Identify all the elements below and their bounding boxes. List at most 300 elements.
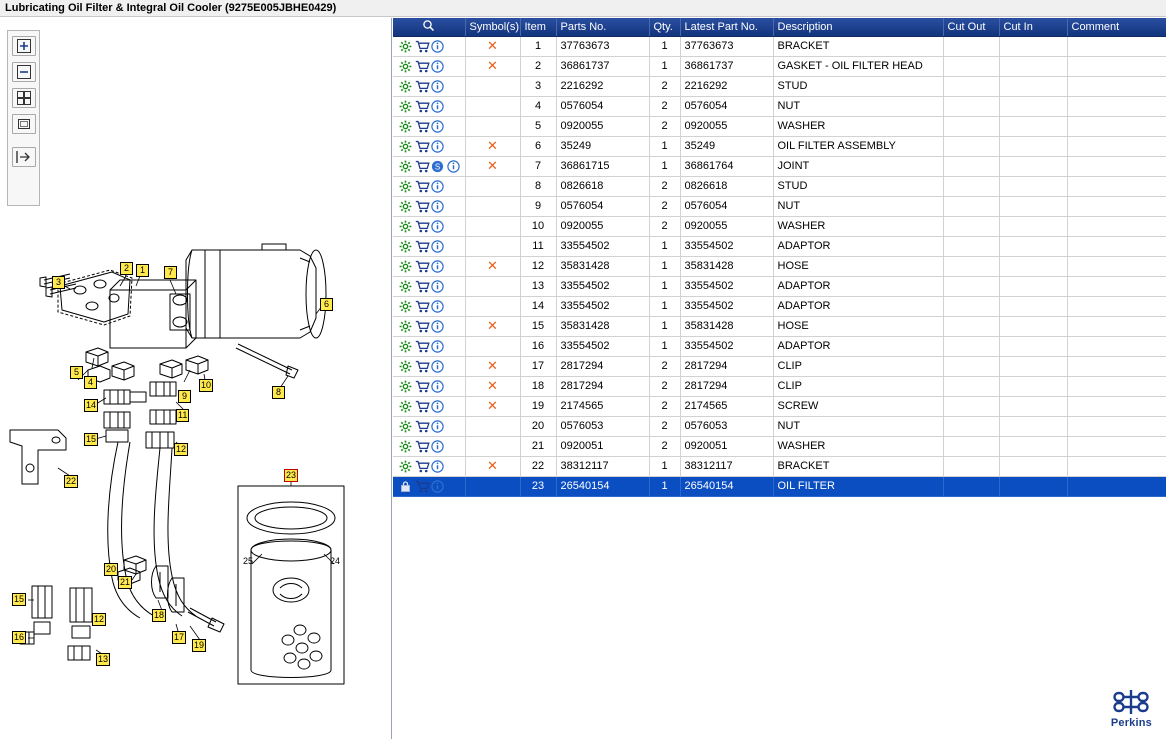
row-actions-cell[interactable]	[393, 176, 465, 196]
add-to-cart-icon[interactable]	[415, 140, 428, 153]
column-header-symbols[interactable]: Symbol(s)	[465, 18, 520, 36]
table-row[interactable]	[393, 236, 1166, 256]
parts_no-cell: 35831428	[556, 316, 649, 336]
symbol-cell	[465, 476, 520, 496]
item-cell: 11	[520, 236, 556, 256]
configure-icon[interactable]	[399, 360, 412, 373]
desc-cell: JOINT	[773, 156, 943, 176]
callout-13: 13	[98, 654, 109, 664]
add-to-cart-icon[interactable]	[415, 220, 428, 233]
cut_in-cell	[999, 456, 1067, 476]
brand-logo	[1111, 687, 1152, 729]
latest-cell: 35831428	[680, 316, 773, 336]
cut_in-cell	[999, 216, 1067, 236]
row-actions-cell[interactable]	[393, 236, 465, 256]
add-to-cart-icon[interactable]	[415, 100, 428, 113]
symbol-cell	[465, 96, 520, 116]
row-actions-cell[interactable]	[393, 36, 465, 56]
parts-table-pane[interactable]	[393, 18, 1166, 739]
callout-10: 10	[201, 380, 212, 390]
configure-icon[interactable]	[399, 80, 412, 93]
configure-icon[interactable]	[399, 460, 412, 473]
symbol-cell	[465, 236, 520, 256]
column-header-description[interactable]: Description	[773, 18, 943, 36]
info-icon[interactable]	[431, 240, 444, 253]
service-exchange-icon: ✕	[487, 38, 498, 54]
comment-cell	[1067, 376, 1166, 396]
row-actions-cell[interactable]	[393, 76, 465, 96]
add-to-cart-icon[interactable]	[415, 200, 428, 213]
column-header-comment[interactable]: Comment	[1067, 18, 1166, 36]
add-to-cart-icon[interactable]	[415, 380, 428, 393]
item-cell: 20	[520, 416, 556, 436]
cut_out-cell	[943, 296, 999, 316]
row-actions-cell[interactable]	[393, 476, 465, 496]
symbol-cell	[465, 336, 520, 356]
table-row[interactable]	[393, 216, 1166, 236]
row-actions-cell[interactable]	[393, 196, 465, 216]
symbol-cell	[465, 416, 520, 436]
service-exchange-icon: ✕	[487, 258, 498, 274]
table-row[interactable]	[393, 336, 1166, 356]
cut_in-cell	[999, 196, 1067, 216]
configure-icon[interactable]	[399, 180, 412, 193]
row-actions-cell[interactable]	[393, 356, 465, 376]
desc-cell: BRACKET	[773, 36, 943, 56]
table-row[interactable]	[393, 476, 1166, 496]
configure-icon[interactable]	[399, 440, 412, 453]
latest-cell: 0920055	[680, 116, 773, 136]
qty-cell: 1	[649, 336, 680, 356]
configure-icon[interactable]	[399, 120, 412, 133]
column-header-cut-in[interactable]: Cut In	[999, 18, 1067, 36]
cut_in-cell	[999, 256, 1067, 276]
parts_no-cell: 2216292	[556, 76, 649, 96]
callout-16: 16	[14, 632, 25, 642]
latest-cell: 0576054	[680, 96, 773, 116]
item-cell: 23	[520, 476, 556, 496]
qty-cell: 2	[649, 416, 680, 436]
symbol-cell	[465, 136, 520, 156]
desc-cell: WASHER	[773, 436, 943, 456]
parts_no-cell: 36861715	[556, 156, 649, 176]
column-header-cut-out[interactable]: Cut Out	[943, 18, 999, 36]
table-row[interactable]	[393, 36, 1166, 56]
row-actions-cell[interactable]	[393, 456, 465, 476]
add-to-cart-icon[interactable]	[415, 180, 428, 193]
add-to-cart-icon[interactable]	[415, 460, 428, 473]
info-icon[interactable]	[431, 40, 444, 53]
row-actions-cell[interactable]	[393, 116, 465, 136]
column-header-actions[interactable]	[393, 18, 465, 36]
table-body	[393, 36, 1166, 496]
desc-cell: WASHER	[773, 216, 943, 236]
cut_out-cell	[943, 336, 999, 356]
qty-cell: 2	[649, 96, 680, 116]
detail-label-25: 25	[243, 556, 254, 566]
parts_no-cell: 35249	[556, 136, 649, 156]
item-cell: 19	[520, 396, 556, 416]
cut_in-cell	[999, 96, 1067, 116]
desc-cell: GASKET - OIL FILTER HEAD	[773, 56, 943, 76]
comment-cell	[1067, 96, 1166, 116]
add-to-cart-icon[interactable]	[415, 60, 428, 73]
callout-17: 17	[174, 632, 185, 642]
info-icon[interactable]	[431, 360, 444, 373]
qty-cell: 1	[649, 236, 680, 256]
column-header-parts-no[interactable]: Parts No.	[556, 18, 649, 36]
cut_in-cell	[999, 136, 1067, 156]
table-row[interactable]	[393, 256, 1166, 276]
latest-cell: 0920055	[680, 216, 773, 236]
qty-cell: 1	[649, 56, 680, 76]
table-row[interactable]	[393, 176, 1166, 196]
table-row[interactable]	[393, 436, 1166, 456]
latest-cell: 35249	[680, 136, 773, 156]
item-cell: 9	[520, 196, 556, 216]
service-exchange-icon: ✕	[487, 138, 498, 154]
info-icon[interactable]	[431, 220, 444, 233]
parts_no-cell: 0576054	[556, 196, 649, 216]
info-icon[interactable]	[431, 400, 444, 413]
desc-cell: NUT	[773, 416, 943, 436]
supersession-icon[interactable]	[431, 160, 444, 173]
page-title: Lubricating Oil Filter & Integral Oil Cooler (9275E005JBHE0429)	[5, 2, 337, 14]
desc-cell: ADAPTOR	[773, 336, 943, 356]
desc-cell: STUD	[773, 76, 943, 96]
cut_out-cell	[943, 136, 999, 156]
callout-8: 8	[272, 386, 285, 399]
latest-cell: 37763673	[680, 36, 773, 56]
callout-15-top: 15	[86, 434, 97, 444]
svg-text:S: S	[434, 161, 441, 171]
callout-11: 11	[178, 410, 188, 420]
add-to-cart-icon[interactable]	[415, 300, 428, 313]
latest-cell: 26540154	[680, 476, 773, 496]
info-icon[interactable]	[431, 320, 444, 333]
item-cell: 2	[520, 56, 556, 76]
info-icon[interactable]	[431, 120, 444, 133]
parts_no-cell: 33554502	[556, 236, 649, 256]
configure-icon[interactable]	[399, 420, 412, 433]
locked-icon[interactable]	[399, 480, 412, 493]
desc-cell: OIL FILTER	[773, 476, 943, 496]
callout-5: 5	[70, 366, 83, 379]
qty-cell: 1	[649, 256, 680, 276]
symbol-cell	[465, 256, 520, 276]
table-row[interactable]	[393, 96, 1166, 116]
table-row[interactable]	[393, 356, 1166, 376]
table-row[interactable]	[393, 456, 1166, 476]
diagram-pane[interactable]	[0, 18, 392, 739]
cut_out-cell	[943, 256, 999, 276]
comment-cell	[1067, 436, 1166, 456]
column-header-qty[interactable]: Qty.	[649, 18, 680, 36]
cut_in-cell	[999, 56, 1067, 76]
qty-cell: 1	[649, 456, 680, 476]
qty-cell: 1	[649, 276, 680, 296]
add-to-cart-icon[interactable]	[415, 260, 428, 273]
item-cell: 15	[520, 316, 556, 336]
configure-icon[interactable]	[399, 400, 412, 413]
add-to-cart-icon[interactable]	[415, 480, 428, 493]
cut_out-cell	[943, 156, 999, 176]
desc-cell: NUT	[773, 96, 943, 116]
row-actions-cell[interactable]	[393, 316, 465, 336]
add-to-cart-icon[interactable]	[415, 40, 428, 53]
latest-cell: 35831428	[680, 256, 773, 276]
symbol-cell	[465, 376, 520, 396]
configure-icon[interactable]	[399, 240, 412, 253]
cut_out-cell	[943, 456, 999, 476]
comment-cell	[1067, 476, 1166, 496]
row-actions-cell[interactable]	[393, 336, 465, 356]
parts_no-cell: 38312117	[556, 456, 649, 476]
latest-cell: 2817294	[680, 376, 773, 396]
row-actions-cell[interactable]	[393, 416, 465, 436]
configure-icon[interactable]	[399, 380, 412, 393]
qty-cell: 2	[649, 436, 680, 456]
latest-cell: 33554502	[680, 296, 773, 316]
table-row[interactable]	[393, 116, 1166, 136]
cut_out-cell	[943, 376, 999, 396]
parts_no-cell: 0920055	[556, 116, 649, 136]
column-header-item[interactable]: Item	[520, 18, 556, 36]
parts-table	[393, 18, 1166, 497]
desc-cell: ADAPTOR	[773, 236, 943, 256]
parts_no-cell: 36861737	[556, 56, 649, 76]
table-row[interactable]	[393, 376, 1166, 396]
symbol-cell	[465, 456, 520, 476]
row-actions-cell[interactable]	[393, 296, 465, 316]
symbol-cell	[465, 196, 520, 216]
callout-3: 3	[52, 276, 65, 289]
cut_in-cell	[999, 176, 1067, 196]
cut_in-cell	[999, 316, 1067, 336]
configure-icon[interactable]	[399, 200, 412, 213]
parts_no-cell: 0826618	[556, 176, 649, 196]
table-row[interactable]	[393, 136, 1166, 156]
callout-9: 9	[178, 390, 191, 403]
cut_out-cell	[943, 476, 999, 496]
callout-23: 23	[286, 470, 297, 480]
callout-20: 20	[106, 564, 117, 574]
qty-cell: 2	[649, 356, 680, 376]
cut_in-cell	[999, 356, 1067, 376]
parts_no-cell: 0576053	[556, 416, 649, 436]
desc-cell: WASHER	[773, 116, 943, 136]
item-cell: 18	[520, 376, 556, 396]
symbol-cell	[465, 76, 520, 96]
configure-icon[interactable]	[399, 160, 412, 173]
service-exchange-icon: ✕	[487, 378, 498, 394]
service-exchange-icon: ✕	[487, 158, 498, 174]
desc-cell: OIL FILTER ASSEMBLY	[773, 136, 943, 156]
row-actions-cell[interactable]	[393, 376, 465, 396]
info-icon[interactable]	[447, 160, 460, 173]
cut_in-cell	[999, 296, 1067, 316]
info-icon[interactable]	[431, 300, 444, 313]
symbol-cell	[465, 56, 520, 76]
callout-6: 6	[320, 298, 333, 311]
info-icon[interactable]	[431, 60, 444, 73]
row-actions-cell[interactable]	[393, 156, 465, 176]
item-cell: 5	[520, 116, 556, 136]
item-cell: 13	[520, 276, 556, 296]
comment-cell	[1067, 276, 1166, 296]
cut_in-cell	[999, 76, 1067, 96]
symbol-cell	[465, 396, 520, 416]
service-exchange-icon: ✕	[487, 318, 498, 334]
table-row[interactable]	[393, 296, 1166, 316]
table-row[interactable]	[393, 316, 1166, 336]
configure-icon[interactable]	[399, 140, 412, 153]
info-icon[interactable]	[431, 440, 444, 453]
cut_out-cell	[943, 116, 999, 136]
callout-1: 1	[136, 264, 149, 277]
desc-cell: SCREW	[773, 396, 943, 416]
desc-cell: BRACKET	[773, 456, 943, 476]
row-actions-cell[interactable]	[393, 436, 465, 456]
add-to-cart-icon[interactable]	[415, 120, 428, 133]
add-to-cart-icon[interactable]	[415, 400, 428, 413]
add-to-cart-icon[interactable]	[415, 340, 428, 353]
row-actions-cell[interactable]	[393, 56, 465, 76]
configure-icon[interactable]	[399, 280, 412, 293]
table-row[interactable]	[393, 76, 1166, 96]
configure-icon[interactable]	[399, 100, 412, 113]
cut_out-cell	[943, 416, 999, 436]
info-icon[interactable]	[431, 480, 444, 493]
cut_out-cell	[943, 56, 999, 76]
configure-icon[interactable]	[399, 300, 412, 313]
info-icon[interactable]	[431, 80, 444, 93]
item-cell: 16	[520, 336, 556, 356]
qty-cell: 2	[649, 116, 680, 136]
desc-cell: NUT	[773, 196, 943, 216]
add-to-cart-icon[interactable]	[415, 240, 428, 253]
row-actions-cell[interactable]	[393, 136, 465, 156]
info-icon[interactable]	[431, 100, 444, 113]
table-row[interactable]	[393, 276, 1166, 296]
comment-cell	[1067, 56, 1166, 76]
configure-icon[interactable]	[399, 40, 412, 53]
perkins-mark-icon	[1111, 687, 1152, 715]
table-header-row	[393, 18, 1166, 36]
add-to-cart-icon[interactable]	[415, 160, 428, 173]
add-to-cart-icon[interactable]	[415, 280, 428, 293]
qty-cell: 2	[649, 176, 680, 196]
add-to-cart-icon[interactable]	[415, 360, 428, 373]
cut_out-cell	[943, 176, 999, 196]
parts_no-cell: 2817294	[556, 376, 649, 396]
info-icon[interactable]	[431, 380, 444, 393]
cut_in-cell	[999, 436, 1067, 456]
table-row[interactable]	[393, 196, 1166, 216]
add-to-cart-icon[interactable]	[415, 440, 428, 453]
desc-cell: HOSE	[773, 256, 943, 276]
latest-cell: 33554502	[680, 336, 773, 356]
parts_no-cell: 33554502	[556, 276, 649, 296]
qty-cell: 1	[649, 316, 680, 336]
row-actions-cell[interactable]	[393, 96, 465, 116]
cut_in-cell	[999, 376, 1067, 396]
info-icon[interactable]	[431, 260, 444, 273]
info-icon[interactable]	[431, 280, 444, 293]
qty-cell: 1	[649, 156, 680, 176]
qty-cell: 1	[649, 296, 680, 316]
parts-illustration	[0, 18, 392, 739]
info-icon[interactable]	[431, 420, 444, 433]
item-cell: 7	[520, 156, 556, 176]
callout-22: 22	[66, 476, 77, 486]
callout-21: 21	[120, 577, 131, 587]
callout-19: 19	[194, 640, 205, 650]
add-to-cart-icon[interactable]	[415, 320, 428, 333]
cut_out-cell	[943, 196, 999, 216]
row-actions-cell[interactable]	[393, 396, 465, 416]
row-actions-cell[interactable]	[393, 216, 465, 236]
table-row[interactable]	[393, 156, 1166, 176]
qty-cell: 2	[649, 76, 680, 96]
add-to-cart-icon[interactable]	[415, 80, 428, 93]
parts_no-cell: 0920051	[556, 436, 649, 456]
qty-cell: 1	[649, 36, 680, 56]
callout-15-bottom: 15	[14, 594, 25, 604]
callout-2: 2	[120, 262, 133, 275]
comment-cell	[1067, 416, 1166, 436]
table-row[interactable]	[393, 396, 1166, 416]
cut_in-cell	[999, 396, 1067, 416]
callout-12-bottom: 12	[94, 614, 105, 624]
configure-icon[interactable]	[399, 340, 412, 353]
cut_out-cell	[943, 36, 999, 56]
desc-cell: ADAPTOR	[773, 276, 943, 296]
item-cell: 8	[520, 176, 556, 196]
table-row[interactable]	[393, 416, 1166, 436]
row-actions-cell[interactable]	[393, 276, 465, 296]
info-icon[interactable]	[431, 180, 444, 193]
latest-cell: 0826618	[680, 176, 773, 196]
configure-icon[interactable]	[399, 220, 412, 233]
item-cell: 4	[520, 96, 556, 116]
column-header-latest-part-no[interactable]: Latest Part No.	[680, 18, 773, 36]
latest-cell: 2174565	[680, 396, 773, 416]
configure-icon[interactable]	[399, 260, 412, 273]
cut_in-cell	[999, 156, 1067, 176]
latest-cell: 33554502	[680, 276, 773, 296]
parts_no-cell: 0920055	[556, 216, 649, 236]
info-icon[interactable]	[431, 140, 444, 153]
item-cell: 10	[520, 216, 556, 236]
add-to-cart-icon[interactable]	[415, 420, 428, 433]
symbol-cell	[465, 116, 520, 136]
info-icon[interactable]	[431, 460, 444, 473]
symbol-cell	[465, 296, 520, 316]
cut_in-cell	[999, 416, 1067, 436]
callout-7: 7	[164, 266, 177, 279]
configure-icon[interactable]	[399, 60, 412, 73]
comment-cell	[1067, 216, 1166, 236]
qty-cell: 2	[649, 216, 680, 236]
latest-cell: 2216292	[680, 76, 773, 96]
table-row[interactable]	[393, 56, 1166, 76]
info-icon[interactable]	[431, 340, 444, 353]
configure-icon[interactable]	[399, 320, 412, 333]
cut_in-cell	[999, 336, 1067, 356]
row-actions-cell[interactable]	[393, 256, 465, 276]
info-icon[interactable]	[431, 200, 444, 213]
